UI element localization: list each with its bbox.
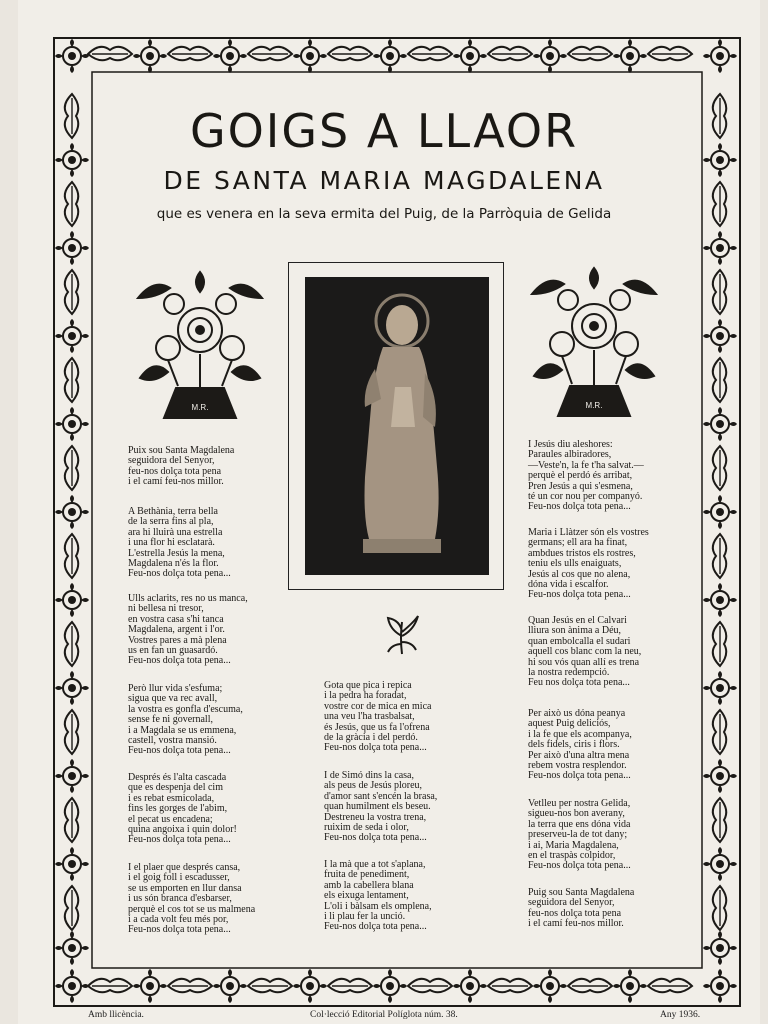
verse-line: L'oli i bàlsam els omplena, <box>324 900 432 912</box>
verse-line: ambdues tristos els rostres, <box>528 547 636 559</box>
verse-line: els eixuga lentament, <box>324 890 409 902</box>
verse-line: preserveu-la de tot dany; <box>528 829 628 841</box>
verse-line: teniu els ulls enaiguats, <box>528 558 622 570</box>
statue-figure <box>305 277 489 575</box>
verse-line: Ulls aclarits, res no us manca, <box>128 593 248 604</box>
verse-line: germans; ell ara ha finat, <box>528 537 628 549</box>
verse-line: i ai, Maria Magdalena, <box>528 839 619 851</box>
footer-collection: Col·lecció Editorial Políglota núm. 38. <box>310 1010 458 1020</box>
verse-line: la vostra es gonfla d'escuma, <box>128 703 243 715</box>
verse-line: Quan Jesús en el Calvari <box>528 615 627 626</box>
verse-line: Feu-nos dolça tota pena... <box>128 924 231 936</box>
verse-line: i el camí feu-nos millor. <box>528 918 624 930</box>
verse-line: la terra que ens dóna vida <box>528 818 631 830</box>
verse-line: de la serra fins al pla, <box>128 516 214 528</box>
verse-line: és Jesús, que us fa l'ofrena <box>324 721 430 733</box>
verse-line: A Bethània, terra bella <box>128 506 218 517</box>
verse-line: Puix sou Santa Magdalena <box>128 445 235 456</box>
verse-line: Feu-nos dolça tota pena... <box>528 589 631 601</box>
stanza <box>128 507 231 580</box>
stanza <box>528 440 644 513</box>
stanza <box>528 888 634 930</box>
verse-line: als peus de Jesús ploreu, <box>324 780 423 792</box>
leaf-ornament <box>384 612 420 656</box>
verse-line: I la mà que a tot s'aplana, <box>324 859 426 870</box>
page-title-line2: DE SANTA MARIA MAGDALENA <box>163 166 605 195</box>
flower-basket-emblem-right <box>528 262 660 418</box>
verse-line: Per això d'una altra mena <box>528 749 630 761</box>
verse-line: Feu-nos dolça tota pena... <box>324 832 427 844</box>
verse-line: que es despenja del cim <box>128 782 223 794</box>
stanza <box>528 528 649 601</box>
verse-line: i la pedra ha foradat, <box>324 690 407 702</box>
footer-license: Amb llicència. <box>88 1010 144 1020</box>
stanza <box>128 684 243 757</box>
verse-line: Maria i Llàtzer són els vostres <box>528 527 649 538</box>
verse-line: aquell cos blanc com la neu, <box>528 646 642 658</box>
verse-line: Magdalena, argent i l'or. <box>128 624 225 636</box>
verse-line: en el traspàs colpidor, <box>528 849 616 861</box>
verse-line: seguidora del Senyor, <box>528 897 615 909</box>
verse-line: Vostres pares a mà plena <box>128 634 227 646</box>
verse-line: lliura son ànima a Déu, <box>528 625 622 637</box>
verse-line: feu-nos dolça tota pena <box>128 465 222 477</box>
verse-line: Puig sou Santa Magdalena <box>528 887 635 898</box>
stanza <box>324 860 432 933</box>
verse-line: vostre cor de mica en mica <box>324 700 432 712</box>
verse-line: sigua que va rec avall, <box>128 693 218 705</box>
verse-line: i una flor hi esclatarà. <box>128 537 215 549</box>
stanza <box>324 681 431 754</box>
verse-line: dels fidels, ciris i flors. <box>528 739 620 751</box>
flower-basket-emblem-left <box>134 268 266 420</box>
verse-line: i el camí feu-nos millor. <box>128 476 224 488</box>
verse-line: Jesús al cos que no alena, <box>528 568 631 580</box>
stanza <box>128 594 248 667</box>
verse-line: Feu-nos dolça tota pena... <box>324 742 427 754</box>
verse-line: Feu-nos dolça tota pena... <box>528 770 631 782</box>
stanza <box>128 773 237 846</box>
verse-line: Feu nos dolça tota pena... <box>528 677 630 689</box>
verse-line: Feu-nos dolça tota pena... <box>128 745 231 757</box>
verse-line: us en fan un guasardó. <box>128 644 218 656</box>
verse-line: Feu-nos dolça tota pena... <box>128 834 231 846</box>
verse-line: quina angoixa i quin dolor! <box>128 823 237 835</box>
saint-photo-frame <box>288 262 504 590</box>
verse-line: Feu-nos dolça tota pena... <box>128 568 231 580</box>
verse-line: amb la cabellera blana <box>324 879 414 891</box>
verse-line: Destreneu la vostra trena, <box>324 811 427 823</box>
verse-line: Feu-nos dolça tota pena... <box>528 501 631 513</box>
verse-line: I Jesús diu aleshores: <box>528 439 613 450</box>
verse-line: fins les gorges de l'abim, <box>128 803 228 815</box>
verse-line: I el plaer que després cansa, <box>128 862 241 873</box>
verse-line: Magdalena n'és la flor. <box>128 557 219 569</box>
verse-line: sigueu-nos bon averany, <box>528 808 625 820</box>
footer-year: Any 1936. <box>660 1010 701 1020</box>
verse-line: d'amor sant s'encén la brasa, <box>324 790 438 802</box>
page-subtitle: que es venera en la seva ermita del Puig, de la Parròquia de Gelida <box>156 206 612 222</box>
verse-line: i us són branca d'esbarser, <box>128 893 232 905</box>
verse-line: Després és l'alta cascada <box>128 772 227 783</box>
verse-line: seguidora del Senyor, <box>128 455 215 467</box>
stanza <box>528 616 641 689</box>
verse-line: i li plau fer la unció. <box>324 910 406 922</box>
verse-line: fruita de penediment, <box>324 869 410 881</box>
verse-line: hi sou vós quan allí es trena <box>528 656 640 668</box>
saint-statue-photo <box>305 277 489 575</box>
stanza <box>528 709 632 782</box>
verse-line: Gota que pica i repica <box>324 680 412 691</box>
verse-line: Feu-nos dolça tota pena... <box>128 655 231 667</box>
stanza <box>128 446 234 488</box>
verse-line: rebem vostra resplendor. <box>528 759 627 771</box>
verse-line: quan humilment els beseu. <box>324 801 431 813</box>
verse-line: feu-nos dolça tota pena <box>528 907 622 919</box>
verse-line: ni bellesa ni tresor, <box>128 603 204 615</box>
stanza <box>528 799 631 872</box>
verse-line: ruixim de seda i olor, <box>324 821 409 833</box>
verse-line: perquè el perdó és arribat, <box>528 470 633 482</box>
verse-line: Pren Jesús a qui s'esmena, <box>528 480 633 492</box>
verse-line: la nostra redempció. <box>528 666 610 678</box>
verse-line: Feu-nos dolça tota pena... <box>528 860 631 872</box>
verse-line: Per això us dóna peanya <box>528 708 626 719</box>
emblem-monogram-left: M.R. <box>191 403 209 412</box>
verse-line: i a cada volt feu més por, <box>128 913 229 925</box>
verse-line: en vostra casa s'hi tanca <box>128 613 224 625</box>
verse-line: quan embolcalla el sudari <box>528 635 631 647</box>
verse-line: se us emporten en llur dansa <box>128 882 242 894</box>
verse-line: castell, vostra mansió. <box>128 734 217 746</box>
verse-line: Feu-nos dolça tota pena... <box>324 921 427 933</box>
verse-line: perquè el cos tot se us malmena <box>128 903 256 915</box>
verse-line: —Veste'n, la fe t'ha salvat.— <box>528 459 644 471</box>
verse-line: Però llur vida s'esfuma; <box>128 683 223 694</box>
verse-line: sense fe ni governall, <box>128 714 213 726</box>
verse-line: Paraules albiradores, <box>528 449 612 461</box>
verse-line: L'estrella Jesús la mena, <box>128 547 225 559</box>
verse-line: i a Magdala se us emmena, <box>128 724 237 736</box>
verse-line: aquest Puig deliciós, <box>528 718 611 730</box>
verse-line: dóna vida i escalfor. <box>528 578 609 590</box>
verse-line: ara hi lluirà una estrella <box>128 526 223 538</box>
verse-line: té un cor nou per companyó. <box>528 490 643 502</box>
verse-line: una veu l'ha trasbalsat, <box>324 711 415 723</box>
page-title: GOIGS A LLAOR <box>189 104 579 158</box>
stanza <box>324 771 437 844</box>
verse-line: I de Simó dins la casa, <box>324 770 414 781</box>
verse-line: el pecat us encadena; <box>128 813 213 825</box>
verse-line: i es rebat esmicolada, <box>128 792 215 804</box>
stanza <box>128 863 255 936</box>
verse-line: i el goig foll i escadusser, <box>128 872 230 884</box>
emblem-monogram-right: M.R. <box>585 401 603 410</box>
verse-line: i la fe que els acompanya, <box>528 728 632 740</box>
verse-line: de la gràcia i del perdó. <box>324 731 418 743</box>
verse-line: Vetlleu per nostra Gelida, <box>528 798 631 809</box>
